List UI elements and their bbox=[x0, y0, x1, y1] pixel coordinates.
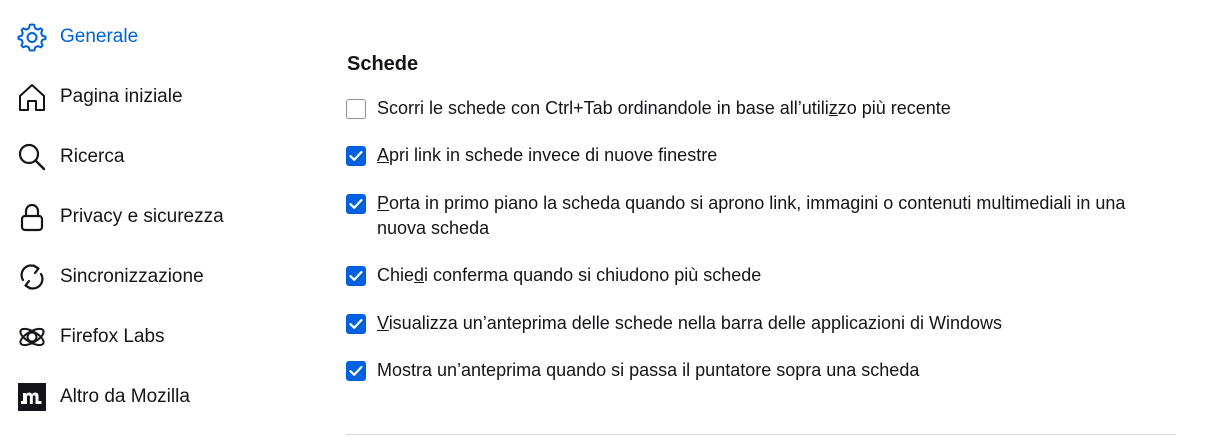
access-key: d bbox=[414, 265, 425, 285]
sidebar-item-label: Firefox Labs bbox=[60, 326, 165, 347]
sidebar-item-generale[interactable] bbox=[16, 17, 138, 57]
option-label: Visualizza un’anteprima delle schede nella barra delle applicazioni di Windows bbox=[377, 313, 1003, 333]
option-switch-to-new-tab[interactable] bbox=[346, 193, 1176, 241]
sidebar-item-privacy[interactable] bbox=[16, 197, 224, 237]
access-key: P bbox=[377, 193, 390, 213]
checkbox[interactable] bbox=[346, 99, 366, 119]
sidebar-item-label: Pagina iniziale bbox=[60, 86, 183, 107]
sidebar-item-label: Ricerca bbox=[60, 146, 125, 167]
access-key: A bbox=[377, 145, 390, 165]
checkmark-icon bbox=[349, 318, 363, 330]
checkmark-icon bbox=[349, 150, 363, 162]
gear-icon bbox=[16, 21, 48, 53]
settings-content bbox=[346, 0, 1186, 443]
option-label: Scorri le schede con Ctrl+Tab ordinandole in base all’utilizzo più recente bbox=[377, 98, 951, 118]
option-label: Chiedi conferma quando si chiudono più schede bbox=[377, 265, 762, 285]
sync-icon bbox=[16, 261, 48, 293]
section-divider bbox=[346, 434, 1176, 435]
section-title-schede: Schede bbox=[347, 53, 419, 75]
option-label: Apri link in schede invece di nuove finestre bbox=[377, 145, 718, 165]
option-label: Porta in primo piano la scheda quando si aprono link, immagini o contenuti multimediali in una nuova scheda bbox=[377, 193, 1126, 238]
home-icon bbox=[16, 81, 48, 113]
option-taskbar-tab-preview[interactable] bbox=[346, 313, 1176, 336]
option-warn-on-close-tabs[interactable] bbox=[346, 265, 1176, 288]
checkmark-icon bbox=[349, 270, 363, 282]
checkmark-icon bbox=[349, 365, 363, 377]
sidebar-item-label: Privacy e sicurezza bbox=[60, 206, 224, 227]
sidebar-item-label: Generale bbox=[60, 26, 139, 47]
checkbox[interactable] bbox=[346, 194, 366, 214]
sidebar-item-altro-da-mozilla[interactable] bbox=[16, 377, 190, 417]
option-label: Mostra un’anteprima quando si passa il puntatore sopra una scheda bbox=[377, 360, 920, 380]
mozilla-icon bbox=[16, 381, 48, 413]
sidebar-item-ricerca[interactable] bbox=[16, 137, 124, 177]
checkbox[interactable] bbox=[346, 266, 366, 286]
sidebar-item-label: Altro da Mozilla bbox=[60, 386, 190, 407]
lock-icon bbox=[16, 201, 48, 233]
sidebar-item-label: Sincronizzazione bbox=[60, 266, 204, 287]
sidebar-item-firefox-labs[interactable] bbox=[16, 317, 165, 357]
checkbox[interactable] bbox=[346, 314, 366, 334]
search-icon bbox=[16, 141, 48, 173]
sidebar-item-sincronizzazione[interactable] bbox=[16, 257, 204, 297]
sidebar-item-pagina-iniziale[interactable] bbox=[16, 77, 183, 117]
option-ctrl-tab-recent-order[interactable] bbox=[346, 98, 1176, 121]
option-open-links-in-tabs[interactable] bbox=[346, 145, 1176, 168]
option-hover-tab-preview[interactable] bbox=[346, 360, 1176, 383]
checkbox[interactable] bbox=[346, 146, 366, 166]
access-key: V bbox=[377, 313, 389, 333]
checkbox[interactable] bbox=[346, 361, 366, 381]
checkmark-icon bbox=[349, 198, 363, 210]
atom-icon bbox=[16, 321, 48, 353]
sidebar bbox=[0, 0, 300, 443]
access-key: z bbox=[828, 98, 838, 118]
